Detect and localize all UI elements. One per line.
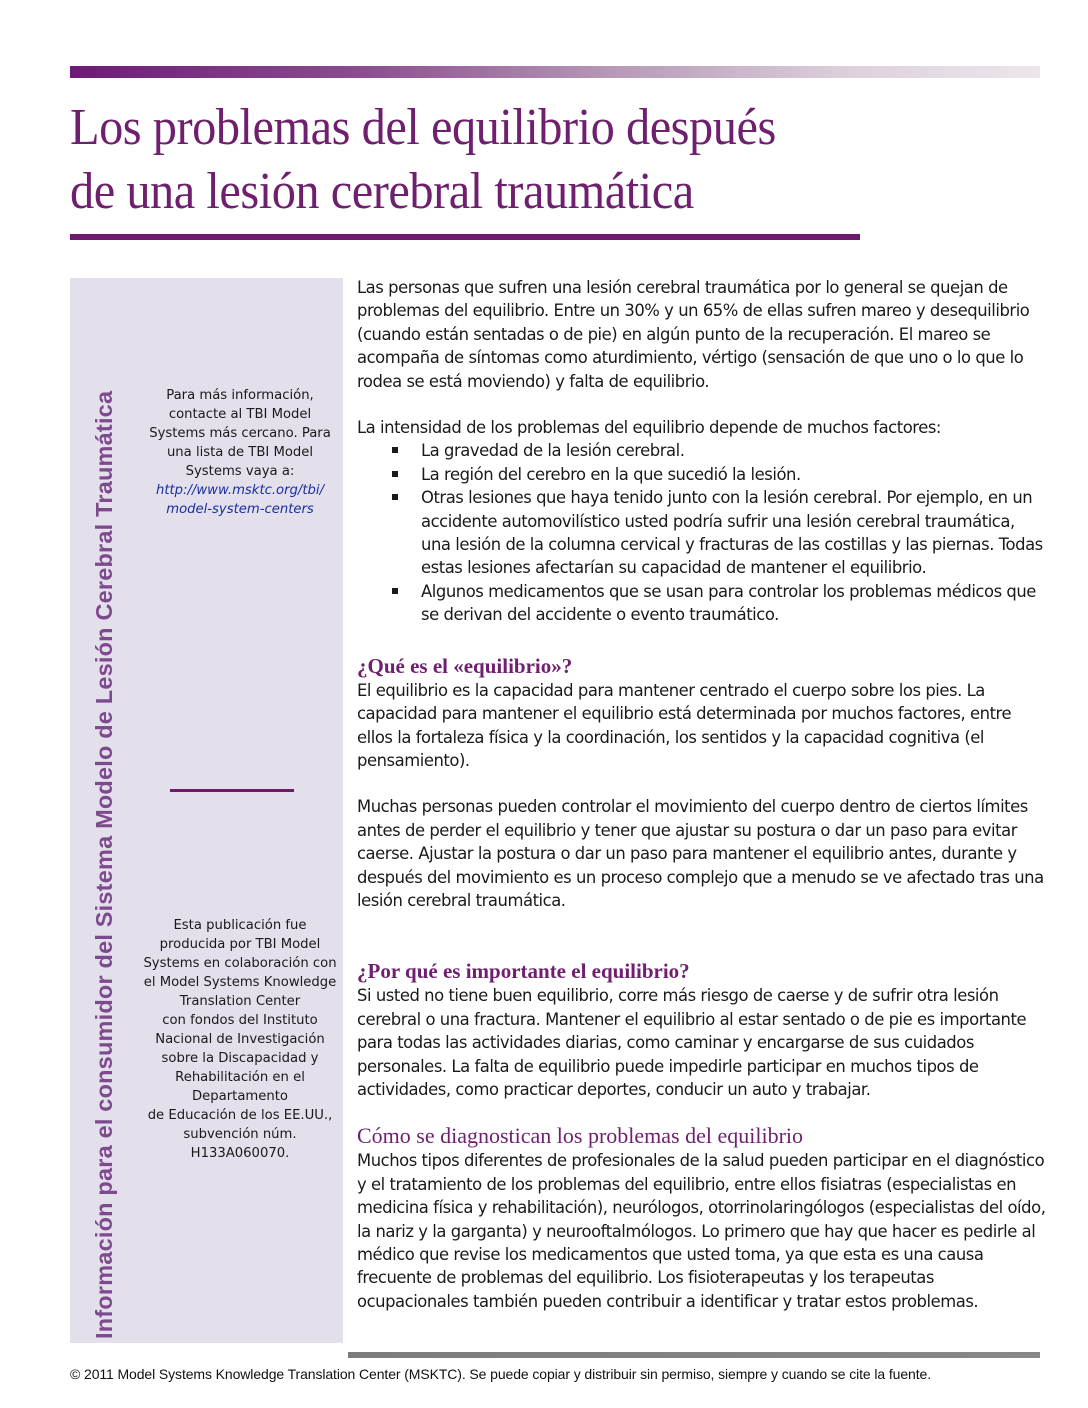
info-line: una lista de TBI Model: [166, 445, 314, 460]
pub-line: subvención núm.: [183, 1127, 297, 1142]
section-paragraph: Muchos tipos diferentes de profesionales de la salud pueden participar en el diagnóstico y el tratamiento de los problemas del equilibrio, entre ellos fisiatras (especialistas en medicina física y rehabilitación), neurólogos, otorrinolaringólogos (especialistas del oído, la nariz y la garganta) y neurooftalmólogos. Lo primero que hay que hacer es pedirle al médico que revise los medicamentos que usted toma, ya que esta es una causa frecuente de problemas del equilibrio. Los fisioterapeutas y los terapeutas ocupacionales también pueden contribuir a identificar y tratar estos problemas.: [357, 1151, 1046, 1311]
section-paragraph: El equilibrio es la capacidad para mantener centrado el cuerpo sobre los pies. La capacidad para mantener el equilibrio está determinada por muchos factores, entre ellos la fortaleza física y la coordinación, los sentidos y la capacidad cognitiva (el pensamiento).: [357, 680, 1012, 770]
section-paragraph: Muchas personas pueden controlar el movimiento del cuerpo dentro de ciertos límites antes de perder el equilibrio y tener que ajustar su postura o dar un paso para evitar caerse. Ajustar la postura o dar un paso para mantener el equilibrio antes, durante y después del movimiento es un proceso complejo que a menudo se ve afectado tras una lesión cerebral traumática.: [357, 797, 1044, 910]
pub-line: Departamento: [192, 1089, 288, 1104]
pub-line: producida por TBI Model: [159, 937, 321, 952]
factors-list: [357, 439, 1047, 626]
header-gradient-bar: [70, 66, 1040, 78]
sidebar-more-info: [140, 386, 340, 519]
section-why-balance-important: [357, 958, 1047, 1101]
factor-item: Algunos medicamentos que se usan para controlar los problemas médicos que se derivan del accidente o evento traumático.: [357, 580, 1047, 627]
copyright-footer: © 2011 Model Systems Knowledge Translation Center (MSKTC). Se puede copiar y distribuir sin permiso, siempre y cuando se cite la fuente.: [70, 1366, 931, 1382]
pub-line: de Educación de los EE.UU.,: [147, 1108, 333, 1123]
info-line: contacte al TBI Model: [168, 407, 312, 422]
section-heading: Cómo se diagnostican los problemas del equilibrio: [357, 1123, 804, 1149]
pub-line: Rehabilitación en el: [175, 1070, 305, 1085]
section-heading: ¿Por qué es importante el equilibrio?: [357, 959, 690, 984]
info-line: Systems vaya a:: [185, 464, 295, 479]
pub-line: H133A060070.: [190, 1146, 290, 1161]
sidebar-vertical-title: Información para el consumidor del Sistema Modelo de Lesión Cerebral Traumática: [91, 390, 117, 1339]
pub-line: sobre la Discapacidad y: [161, 1051, 319, 1066]
pub-line: Nacional de Investigación: [155, 1032, 325, 1047]
sidebar-divider: [170, 789, 294, 792]
model-system-centers-link[interactable]: http://www.msktc.org/tbi/: [155, 483, 325, 498]
model-system-centers-link-cont[interactable]: model-system-centers: [166, 502, 314, 517]
info-line: Systems más cercano. Para: [149, 426, 331, 441]
factor-item: La gravedad de la lesión cerebral.: [357, 439, 1047, 462]
pub-line: el Model Systems Knowledge: [143, 975, 337, 990]
footer-rule: [348, 1352, 1040, 1358]
section-paragraph: Si usted no tiene buen equilibrio, corre más riesgo de caerse y de sufrir otra lesión cerebral o una fractura. Mantener el equilibrio al estar sentado o de pie es importante para todas las actividades diarias, como caminar y encargarse de sus cuidados personales. La falta de equilibrio puede impedirle participar en muchos tipos de actividades, como practicar deportes, conducir un auto y trabajar.: [357, 986, 1027, 1099]
pub-line: con fondos del Instituto: [162, 1013, 318, 1028]
section-what-is-balance: [357, 653, 1047, 913]
page-title: [70, 96, 981, 224]
intro-paragraph: Las personas que sufren una lesión cerebral traumática por lo general se quejan de problemas del equilibrio. Entre un 30% y un 65% de ellas sufren mareo y desequilibrio (cuando están sentadas o de pie) en algún punto de la recuperación. El mareo se acompaña de síntomas como aturdimiento, vértigo (sensación de que uno o lo que lo rodea se está moviendo) y falta de equilibrio.: [357, 278, 1030, 391]
pub-line: Translation Center: [179, 994, 301, 1009]
factor-item: Otras lesiones que haya tenido junto con la lesión cerebral. Por ejemplo, en un accidente automovilístico usted podría sufrir una lesión cerebral traumática, una lesión de la columna cervical y fracturas de las costillas y las piernas. Todas estas lesiones afectarían su capacidad de mantener el equilibrio.: [357, 486, 1047, 580]
section-diagnosis: [357, 1123, 1047, 1313]
main-content: [357, 276, 1047, 1313]
factor-item: La región del cerebro en la que sucedió la lesión.: [357, 463, 1047, 486]
pub-line: Systems en colaboración con: [143, 956, 337, 971]
sidebar-publication-note: [140, 916, 340, 1163]
pub-line: Esta publicación fue: [173, 918, 307, 933]
info-line: Para más información,: [166, 388, 314, 403]
factors-intro: La intensidad de los problemas del equilibrio depende de muchos factores:: [357, 418, 941, 438]
title-underline: [70, 234, 860, 240]
title-line-2: de una lesión cerebral traumática: [70, 163, 694, 220]
title-line-1: Los problemas del equilibrio después: [70, 99, 776, 156]
section-heading: ¿Qué es el «equilibrio»?: [357, 653, 573, 678]
